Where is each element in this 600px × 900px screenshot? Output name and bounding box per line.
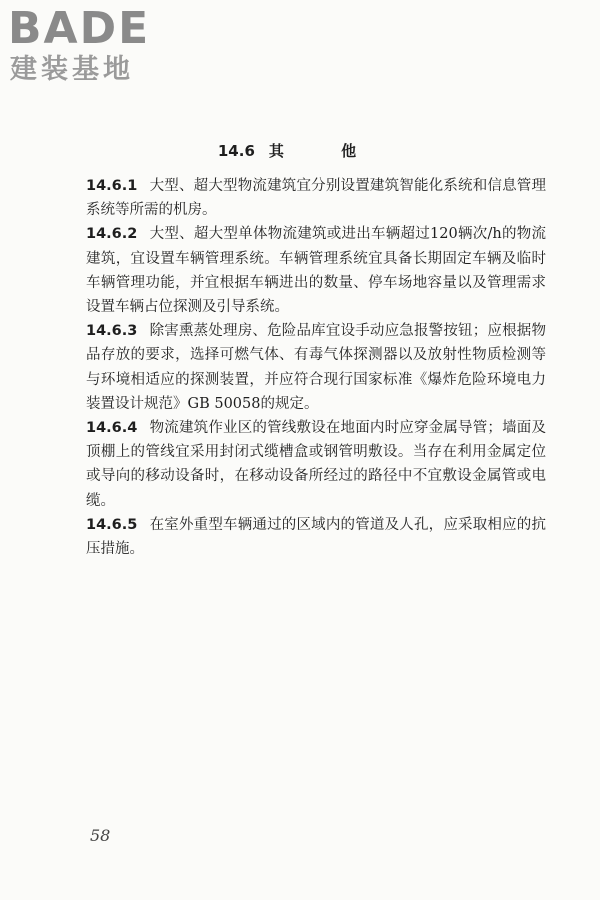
section-heading [0, 140, 600, 161]
clause-text: 除害熏蒸处理房、危险品库宜设手动应急报警按钮；应根据物品存放的要求，选择可燃气体、有毒气体探测器以及放射性物质检测等与环境相适应的探测装置，并应符合现行国家标准《爆炸危险环境电力装置设计规范》GB 50058的规定。 [86, 323, 546, 412]
clause-text: 物流建筑作业区的管线敷设在地面内时应穿金属导管；墙面及顶棚上的管线宜采用封闭式缆槽盒或钢管明敷设。当存在利用金属定位或导向的移动设备时，在移动设备所经过的路径中不宜敷设金属管或电缆。 [86, 420, 546, 509]
section-number: 14.6 [217, 142, 255, 160]
clause-14-6-1 [86, 174, 546, 222]
logo-subtitle: 建装基地 [10, 54, 134, 85]
clause-number: 14.6.1 [86, 178, 138, 194]
clause-14-6-2 [86, 222, 546, 319]
clause-14-6-5 [86, 513, 546, 561]
clause-text: 大型、超大型物流建筑宜分别设置建筑智能化系统和信息管理系统等所需的机房。 [86, 178, 546, 219]
clause-number: 14.6.4 [86, 420, 138, 437]
clause-14-6-3 [86, 319, 546, 416]
clause-14-6-4 [86, 416, 546, 513]
clause-number: 14.6.3 [86, 323, 138, 340]
section-title: 其 他 [268, 142, 383, 160]
clause-list [86, 174, 546, 561]
clause-number: 14.6.5 [86, 516, 138, 533]
bade-logo [8, 4, 178, 88]
clause-text: 大型、超大型单体物流建筑或进出车辆超过120辆次/h的物流建筑，宜设置车辆管理系统。车辆管理系统宜具备长期固定车辆及临时车辆管理功能，并宜根据车辆进出的数量、停车场地容量以及管理需求设置车辆占位探测及引导系统。 [86, 226, 546, 316]
clause-text: 在室外重型车辆通过的区域内的管道及人孔，应采取相应的抗压措施。 [86, 516, 546, 558]
clause-number: 14.6.2 [86, 226, 138, 243]
page-number: 58 [90, 826, 111, 845]
logo-wordmark: BADE [8, 3, 151, 54]
